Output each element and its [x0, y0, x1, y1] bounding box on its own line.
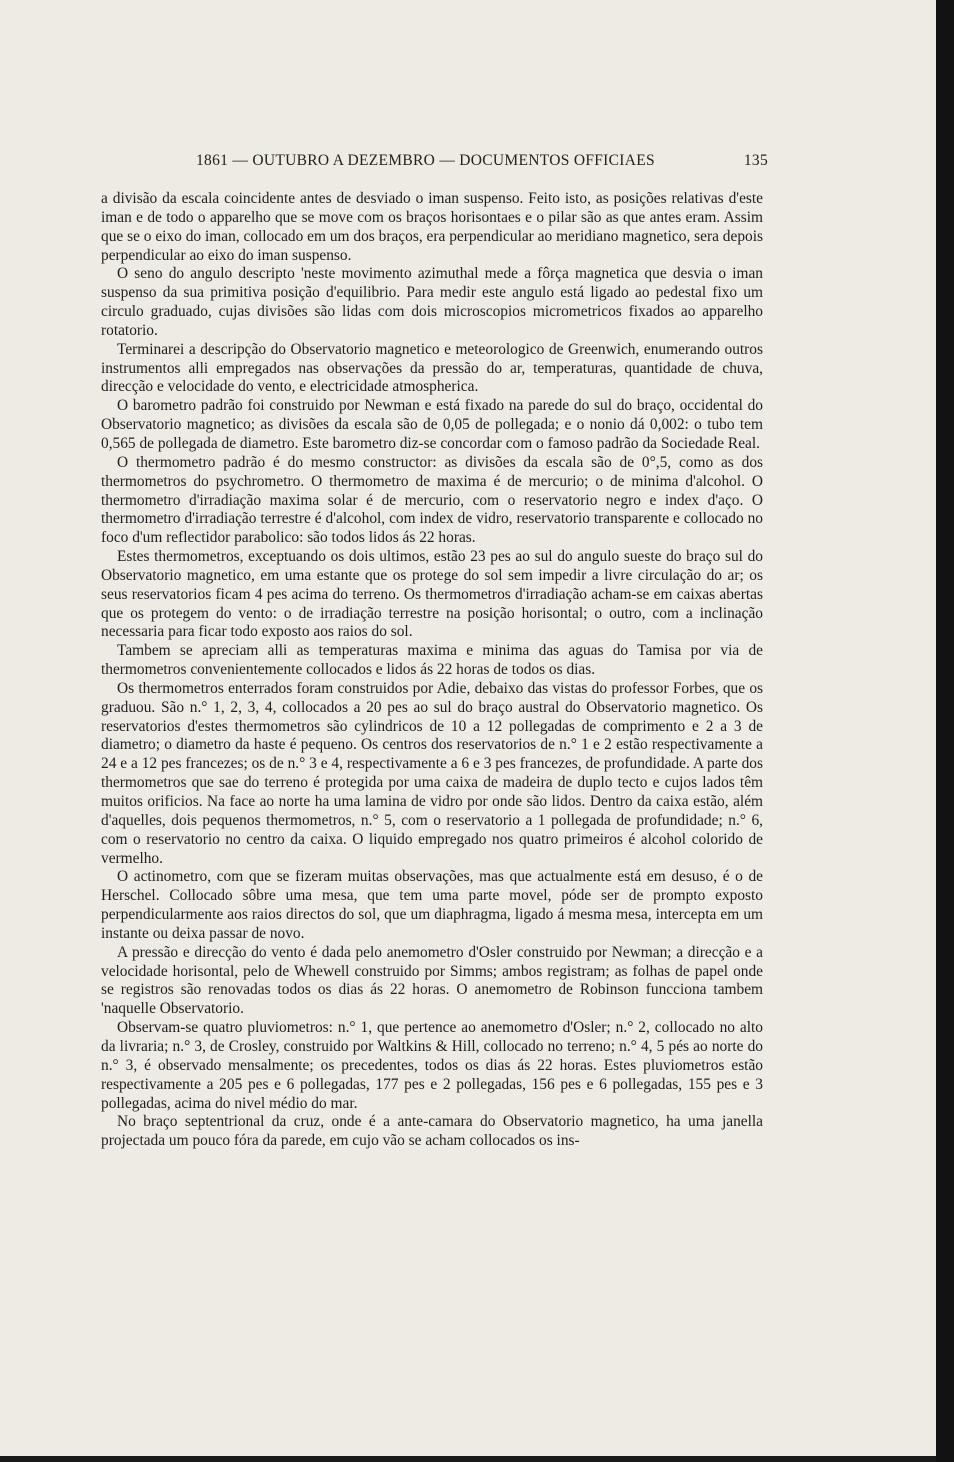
paragraph: Terminarei a descripção do Observatorio magnetico e meteorologico de Greenwich, enumerando outros instrumentos alli empregados nas observações da pressão do ar, temperaturas, quantidade de chuva, direcção e velocidade do vento, e electricidade atmospherica.	[101, 340, 763, 396]
paragraph: O actinometro, com que se fizeram muitas observações, mas que actualmente está em desuso, é o de Herschel. Collocado sôbre uma mesa, que tem uma parte movel, póde ser de prompto exposto perpendicularmente aos raios directos do sol, que um diaphragma, ligado á mesma mesa, intercepta em um instante ou deixa passar de novo.	[101, 868, 763, 942]
paragraph: O thermometro padrão é do mesmo constructor: as divisões da escala são de 0°,5, como as dos thermometros do psychrometro. O thermometro de maxima é de mercurio; o de minima d'alcohol. O thermometro d'irradiação maxima solar é de mercurio, com o reservatorio negro e index d'aço. O thermometro d'irradiação terrestre é d'alcohol, com index de vidro, reservatorio transparente e collocado no foco d'um reflectidor parabolico: são todos lidos ás 22 horas.	[101, 453, 763, 547]
paragraph: a divisão da escala coincidente antes de desviado o iman suspenso. Feito isto, as posições relativas d'este iman e de todo o apparelho que se move com os braços horisontaes e o pilar são as que antes eram. Assim que se o eixo do iman, collocado em um dos braços, era perpendicular ao meridiano magnetico, sera depois perpendicular ao eixo do iman suspenso.	[101, 190, 763, 264]
paragraph: No braço septentrional da cruz, onde é a ante-camara do Observatorio magnetico, ha uma janella projectada um pouco fóra da parede, em cujo vão se acham collocados os ins-	[101, 1113, 763, 1150]
body-text	[101, 190, 763, 1151]
paragraph: O barometro padrão foi construido por Newman e está fixado na parede do sul do braço, occidental do Observatorio magnetico; as divisões da escala são de 0,05 de pollegada; e o nonio dá 0,002: o tubo tem 0,565 de pollegada de diametro. Este barometro diz-se concordar com o famoso padrão da Sociedade Real.	[101, 397, 763, 452]
paragraph: O seno do angulo descripto 'neste movimento azimuthal mede a fôrça magnetica que desvia o iman suspenso da sua primitiva posição d'equilibrio. Para medir este angulo está ligado ao pedestal fixo um circulo graduado, cujas divisões são lidas com dois microscopios micrometricos fixados ao apparelho rotatorio.	[101, 265, 763, 339]
paragraph: A pressão e direcção do vento é dada pelo anemometro d'Osler construido por Newman; a direcção e a velocidade horisontal, pelo de Whewell construido por Simms; ambos registram; as folhas de papel onde se registros são renovadas todos os dias ás 22 horas. O anemometro de Robinson funcciona tambem 'naquelle Observatorio.	[101, 943, 763, 1018]
scan-border	[936, 0, 954, 1462]
paragraph: Tambem se apreciam alli as temperaturas maxima e minima das aguas do Tamisa por via de thermometros convenientemente collocados e lidos ás 22 horas de todos os dias.	[101, 642, 763, 679]
paragraph: Estes thermometros, exceptuando os dois ultimos, estão 23 pes ao sul do angulo sueste do braço sul do Observatorio magnetico, em uma estante que os protege do sol sem impedir a livre circulação do ar; os seus reservatorios ficam 4 pes acima do terreno. Os thermometros d'irradiação acham-se em caixas abertas que os protegem do vento: o de irradiação terrestre na posição horisontal; o outro, com a inclinação necessaria para ficar todo exposto aos raios do sol.	[101, 548, 763, 641]
paragraph: Os thermometros enterrados foram construidos por Adie, debaixo das vistas do professor Forbes, que os graduou. São n.° 1, 2, 3, 4, collocados a 20 pes ao sul do braço austral do Observatorio magnetico. Os reservatorios d'estes thermometros são cylindricos de 10 a 12 pollegadas de comprimento e 2 a 3 de diametro; o diametro da haste é pequeno. Os centros dos reservatorios de n.° 1 e 2 estão respectivamente a 24 e a 12 pes francezes; os de n.° 3 e 4, respectivamente a 6 e 3 pes francezes, de profundidade. A parte dos thermometros que sae do terreno é protegida por uma caixa de madeira de duplo tecto e cujos lados têm muitos orificios. Na face ao norte ha uma lamina de vidro por onde são lidos. Dentro da caixa estão, além d'aquelles, dois pequenos thermometros, n.° 5, com o reservatorio a 1 pollegada de profundidade; n.° 6, com o reservatorio no centro da caixa. O liquido empregado nos quatro primeiros é alcohol colorido de vermelho.	[101, 679, 763, 867]
paragraph: Observam-se quatro pluviometros: n.° 1, que pertence ao anemometro d'Osler; n.° 2, collocado no alto da livraria; n.° 3, de Crosley, construido por Waltkins & Hill, collocado no terreno; n.° 4, 5 pés ao norte do n.° 3, é observado mensalmente; os precedentes, todos os dias ás 22 horas. Estes pluviometros estão respectivamente a 205 pes e 6 pollegadas, 177 pes e 2 pollegadas, 156 pes e 6 pollegadas, 155 pes e 3 pollegadas, acima do nivel médio do mar.	[101, 1019, 763, 1112]
running-title: 1861 — OUTUBRO A DEZEMBRO — DOCUMENTOS OFFICIAES	[196, 152, 655, 169]
running-header	[196, 148, 770, 174]
page-number: 135	[743, 152, 768, 169]
